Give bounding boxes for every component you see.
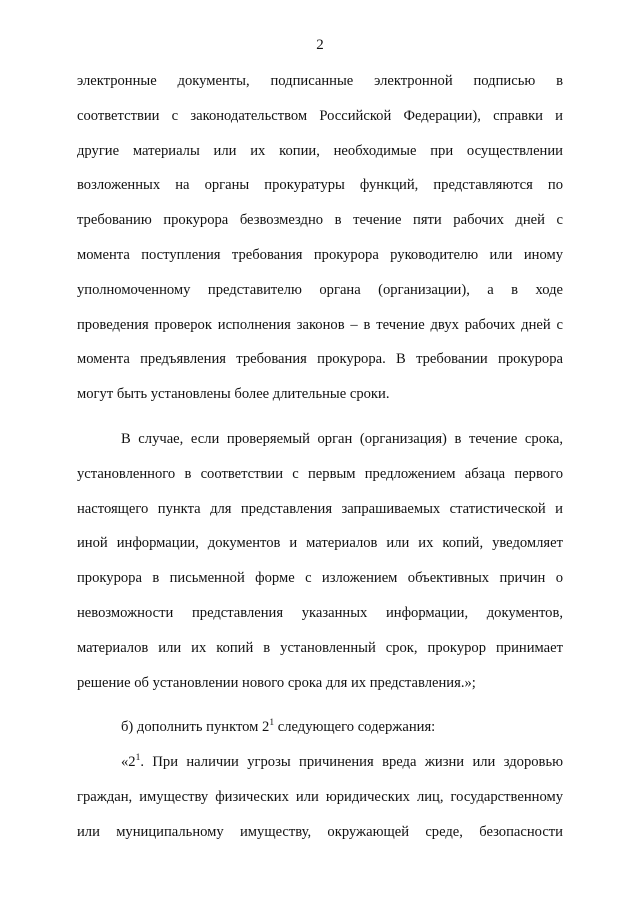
text-fragment: «2 (121, 754, 136, 771)
text-line: В случае, если проверяемый орган (организация) в течение срока, (121, 430, 563, 447)
paragraph-continuation (77, 64, 563, 412)
text-line: проведения проверок исполнения законов – в течение двух рабочих дней с (77, 316, 563, 333)
text-line (77, 710, 563, 745)
paragraph-deadline-extension (77, 422, 563, 700)
text-line: уполномоченному представителю органа (организации), а в ходе (77, 281, 563, 298)
document-body (77, 64, 563, 850)
text-fragment: . При наличии угрозы причинения вреда жизни или здоровью (140, 754, 563, 771)
text-line: другие материалы или их копии, необходимые при осуществлении (77, 142, 563, 159)
text-line: требованию прокурора безвозмездно в течение пяти рабочих дней с (77, 212, 563, 229)
text-line: возложенных на органы прокуратуры функций, представляются по (77, 177, 563, 194)
page-number: 2 (316, 37, 324, 53)
text-line: граждан, имуществу физических или юридических лиц, государственному (77, 788, 563, 805)
text-fragment: следующего содержания: (274, 719, 436, 736)
text-line: решение об установлении нового срока для их представления.»; (77, 674, 476, 691)
text-line: установленного в соответствии с первым предложением абзаца первого (77, 465, 563, 482)
paragraph-amendment-b (77, 710, 563, 745)
text-line: момента поступления требования прокурора руководителю или иному (77, 246, 563, 263)
text-line: момента предъявления требования прокурора. В требовании прокурора (77, 351, 563, 368)
text-line: иной информации, документов и материалов или их копий, уведомляет (77, 535, 563, 552)
paragraph-gap (77, 700, 563, 710)
paragraph-gap (77, 412, 563, 422)
text-line: могут быть установлены более длительные сроки. (77, 386, 390, 403)
text-line: невозможности представления указанных информации, документов, (77, 604, 563, 621)
superscript: 1 (269, 718, 275, 729)
text-line (77, 745, 563, 780)
text-line: прокурора в письменной форме с изложением объективных причин о (77, 570, 563, 587)
text-line: электронные документы, подписанные электронной подписью в (77, 73, 563, 89)
text-fragment: б) дополнить пунктом 2 (121, 719, 270, 736)
paragraph-new-clause (77, 745, 563, 849)
text-line: материалов или их копий в установленный срок, прокурор принимает (77, 639, 563, 656)
superscript: 1 (135, 753, 141, 764)
text-line: или муниципальному имуществу, окружающей среде, безопасности (77, 823, 563, 840)
text-line: соответствии с законодательством Российской Федерации), справки и (77, 107, 563, 124)
text-line: настоящего пункта для представления запрашиваемых статистической и (77, 500, 563, 517)
